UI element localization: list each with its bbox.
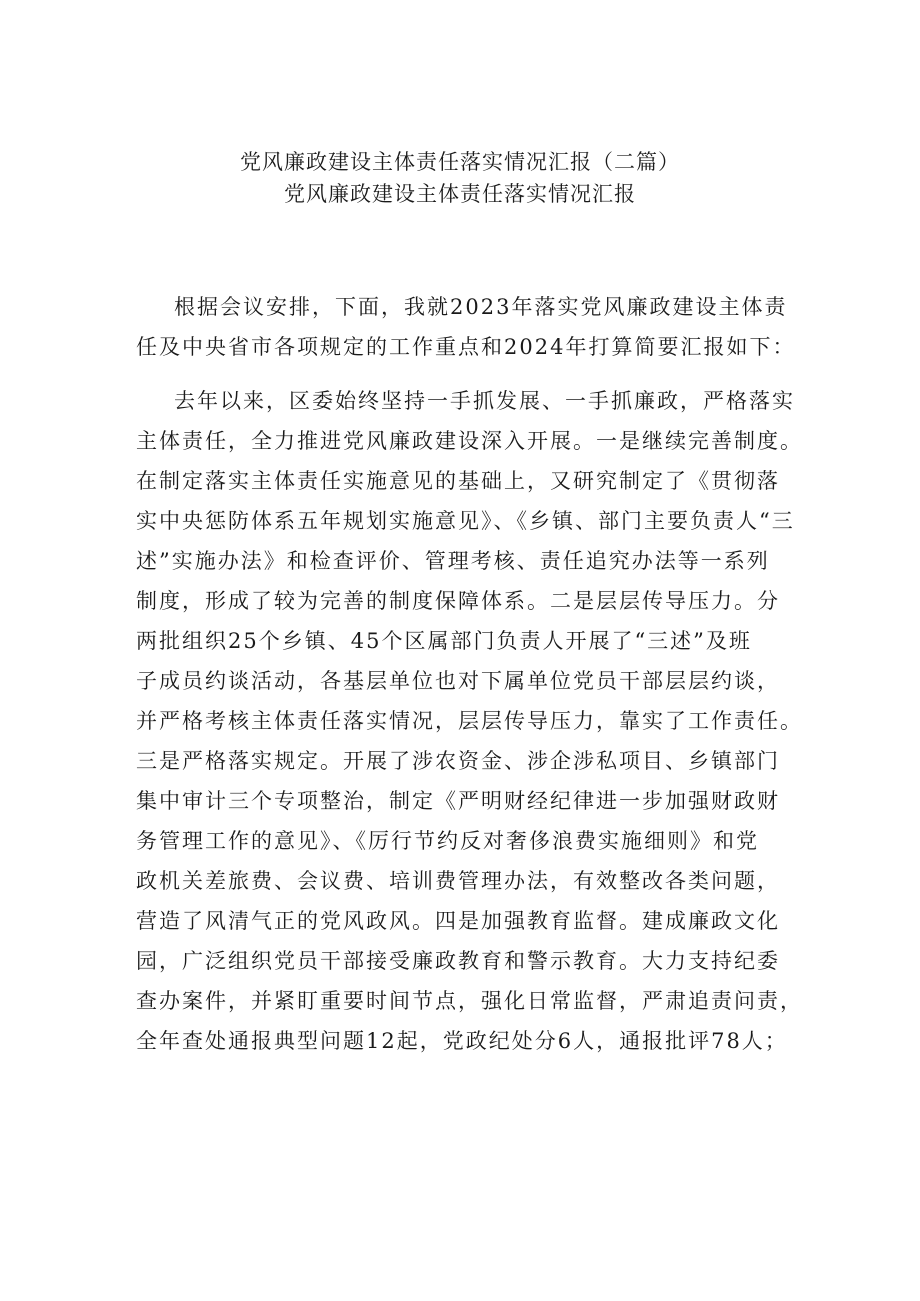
paragraph-gap <box>136 367 812 381</box>
text-line: 去年以来，区委始终坚持一手抓发展、一手抓廉政，严格落实 <box>174 389 795 413</box>
text-line: 营造了风清气正的党风政风。四是加强教育监督。建成廉政文化 <box>136 909 780 933</box>
paragraph-intro <box>136 287 812 367</box>
text-line: 三是严格落实规定。开展了涉农资金、涉企涉私项目、乡镇部门 <box>136 749 780 773</box>
text-line: 制度，形成了较为完善的制度保障体系。二是层层传导压力。分 <box>136 589 780 613</box>
text-line: 并严格考核主体责任落实情况，层层传导压力，靠实了工作责任。 <box>136 709 803 733</box>
text-line: 查办案件，并紧盯重要时间节点，强化日常监督，严肃追责问责， <box>136 989 803 1013</box>
text-line: 根据会议安排，下面，我就2023年落实党风廉政建设主体责 <box>174 295 788 319</box>
title-line-main: 党风廉政建设主体责任落实情况汇报（二篇） <box>240 150 680 174</box>
text-line: 集中审计三个专项整治，制定《严明财经纪律进一步加强财政财 <box>136 789 780 813</box>
document-title <box>0 146 920 210</box>
text-line: 在制定落实主体责任实施意见的基础上，又研究制定了《贯彻落 <box>136 469 780 493</box>
text-line: 两批组织25个乡镇、45个区属部门负责人开展了“三述”及班 <box>136 629 752 653</box>
document-body <box>136 287 812 1061</box>
text-line: 务管理工作的意见》、《厉行节约反对奢侈浪费实施细则》和党 <box>136 829 759 853</box>
text-line: 政机关差旅费、会议费、培训费管理办法，有效整改各类问题， <box>136 869 780 893</box>
title-line-sub: 党风廉政建设主体责任落实情况汇报 <box>284 182 636 206</box>
text-line: 主体责任，全力推进党风廉政建设深入开展。一是继续完善制度。 <box>136 429 803 453</box>
text-line: 子成员约谈活动，各基层单位也对下属单位党员干部层层约谈， <box>136 669 780 693</box>
text-line: 全年查处通报典型问题12起，党政纪处分6人，通报批评78人； <box>136 1029 788 1053</box>
text-line: 述”实施办法》和检查评价、管理考核、责任追究办法等一系列 <box>136 549 770 573</box>
text-line: 任及中央省市各项规定的工作重点和2024年打算简要汇报如下： <box>136 335 796 359</box>
text-line: 实中央惩防体系五年规划实施意见》、《乡镇、部门主要负责人“三 <box>136 509 795 533</box>
paragraph-report <box>136 381 812 1061</box>
text-line: 园，广泛组织党员干部接受廉政教育和警示教育。大力支持纪委 <box>136 949 780 973</box>
